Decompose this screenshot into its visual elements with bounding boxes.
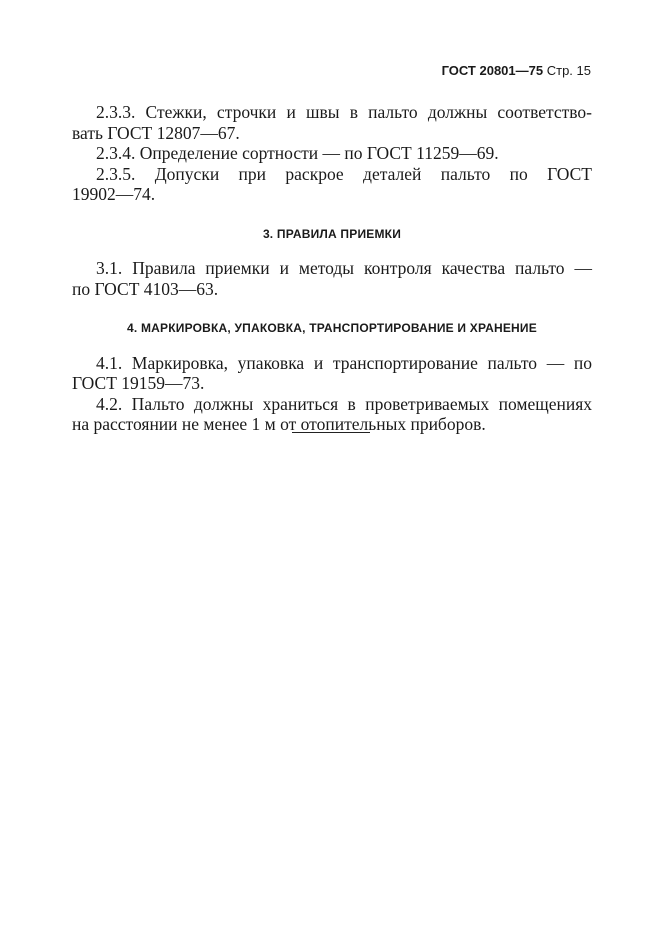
document-body: [72, 102, 592, 435]
paragraph-4-2: [72, 394, 592, 435]
paragraph-2-3-3: [72, 102, 592, 143]
paragraph-line: 4.1. Маркировка, упаковка и транспортирование пальто — по: [96, 352, 592, 373]
paragraph-line: 2.3.3. Стежки, строчки и швы в пальто должны соответство-: [96, 102, 592, 122]
page-header: [442, 63, 591, 78]
paragraph-4-1: [72, 353, 592, 394]
paragraph-line: 19902—74.: [72, 184, 156, 204]
document-id: ГОСТ 20801—75: [441, 63, 544, 78]
paragraph-line: 3.1. Правила приемки и методы контроля качества пальто —: [96, 258, 592, 278]
paragraph-3-1: [72, 258, 592, 299]
section-heading-acceptance-rules: 3. ПРАВИЛА ПРИЕМКИ: [262, 226, 402, 241]
section-heading-marking-packaging: 4. МАРКИРОВКА, УПАКОВКА, ТРАНСПОРТИРОВАНИЕ И ХРАНЕНИЕ: [127, 321, 537, 335]
paragraph-line: 4.2. Пальто должны храниться в проветриваемых помещениях: [96, 393, 592, 414]
paragraph-line: 2.3.5. Допуски при раскрое деталей пальто по ГОСТ: [96, 163, 592, 184]
paragraph-line: 2.3.4. Определение сортности — по ГОСТ 11259—69.: [96, 143, 499, 163]
paragraph-line: вать ГОСТ 12807—67.: [72, 122, 240, 143]
paragraph-line: на расстоянии не менее 1 м от отопительных приборов.: [72, 414, 486, 434]
paragraph-2-3-4: [72, 143, 592, 164]
paragraph-line: по ГОСТ 4103—63.: [72, 278, 219, 299]
paragraph-line: ГОСТ 19159—73.: [72, 373, 205, 393]
end-of-text-rule: [292, 432, 370, 433]
paragraph-2-3-5: [72, 164, 592, 205]
page-number: Стр. 15: [546, 63, 591, 78]
